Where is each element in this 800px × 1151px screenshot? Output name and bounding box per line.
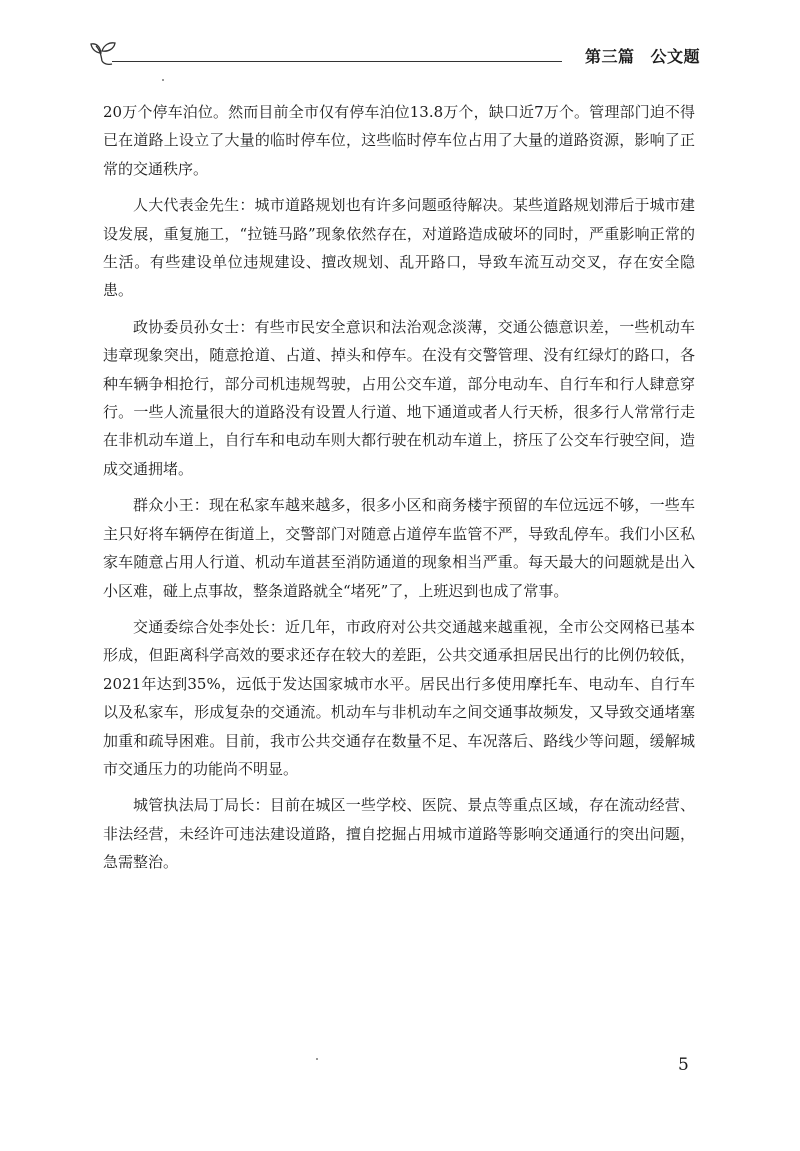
page-header bbox=[88, 30, 700, 70]
paragraph-citizen-wang: 群众小王：现在私家车越来越多，很多小区和商务楼宇预留的车位远远不够，一些车主只好将车辆停在街道上，交警部门对随意占道停车监管不严，导致乱停车。我们小区私家车随意占用人行道、机动车道甚至消防通道的现象相当严重。每天最大的问题就是出入小区难，碰上点事故，整条道路就全“堵死”了，上班迟到也成了常事。 bbox=[103, 496, 695, 600]
paragraph-cppcc-member-sun: 政协委员孙女士：有些市民安全意识和法治观念淡薄，交通公德意识差，一些机动车违章现象突出，随意抢道、占道、掉头和停车。在没有交警管理、没有红绿灯的路口，各种车辆争相抢行，部分司机违规驾驶，占用公交车道，部分电动车、自行车和行人肆意穿行。一些人流量很大的道路没有设置人行道、地下通道或者人行天桥，很多行人常常行走在非机动车道上，自行车和电动车则大都行驶在机动车道上，挤压了公交车行驶空间，造成交通拥堵。 bbox=[103, 317, 695, 478]
paragraph-director-li: 交通委综合处李处长：近几年，市政府对公共交通越来越重视，全市公交网格已基本形成，但距离科学高效的要求还存在较大的差距，公共交通承担居民出行的比例仍较低，2021年达到35%，远低于发达国家城市水平。居民出行多使用摩托车、电动车、自行车以及私家车，形成复杂的交通流。机动车与非机动车之间交通事故频发，又导致交通堵塞加重和疏导困难。目前，我市公共交通存在数量不足、车况落后、路线少等问题，缓解城市交通压力的功能尚不明显。 bbox=[103, 617, 695, 778]
section-label: 公文题 bbox=[650, 47, 700, 66]
sprout-leaf-icon bbox=[88, 34, 122, 68]
paragraph-npc-deputy-jin: 人大代表金先生：城市道路规划也有许多问题亟待解决。某些道路规划滞后于城市建设发展，重复施工，“拉链马路”现象依然存在，对道路造成破坏的同时，严重影响正常的生活。有些建设单位违规建设、擅改规划、乱开路口，导致车流互动交叉，存在安全隐患。 bbox=[103, 196, 695, 300]
header-rule bbox=[112, 61, 562, 62]
paragraph-director-ding: 城管执法局丁局长：目前在城区一些学校、医院、景点等重点区域，存在流动经营、非法经营，未经许可违法建设道路，擅自挖掘占用城市道路等影响交通通行的突出问题，急需整治。 bbox=[103, 796, 695, 872]
paragraph-continued: 20万个停车泊位。然而目前全市仅有停车泊位13.8万个，缺口近7万个。管理部门迫不得已在道路上设立了大量的临时停车位，这些临时停车位占用了大量的道路资源，影响了正常的交通秩序。 bbox=[103, 103, 695, 178]
scan-speck bbox=[162, 79, 164, 81]
body-text bbox=[103, 98, 695, 885]
section-title bbox=[585, 44, 700, 67]
page-number: 5 bbox=[678, 1055, 689, 1075]
part-label: 第三篇 bbox=[584, 47, 635, 66]
scan-speck bbox=[316, 1058, 318, 1060]
